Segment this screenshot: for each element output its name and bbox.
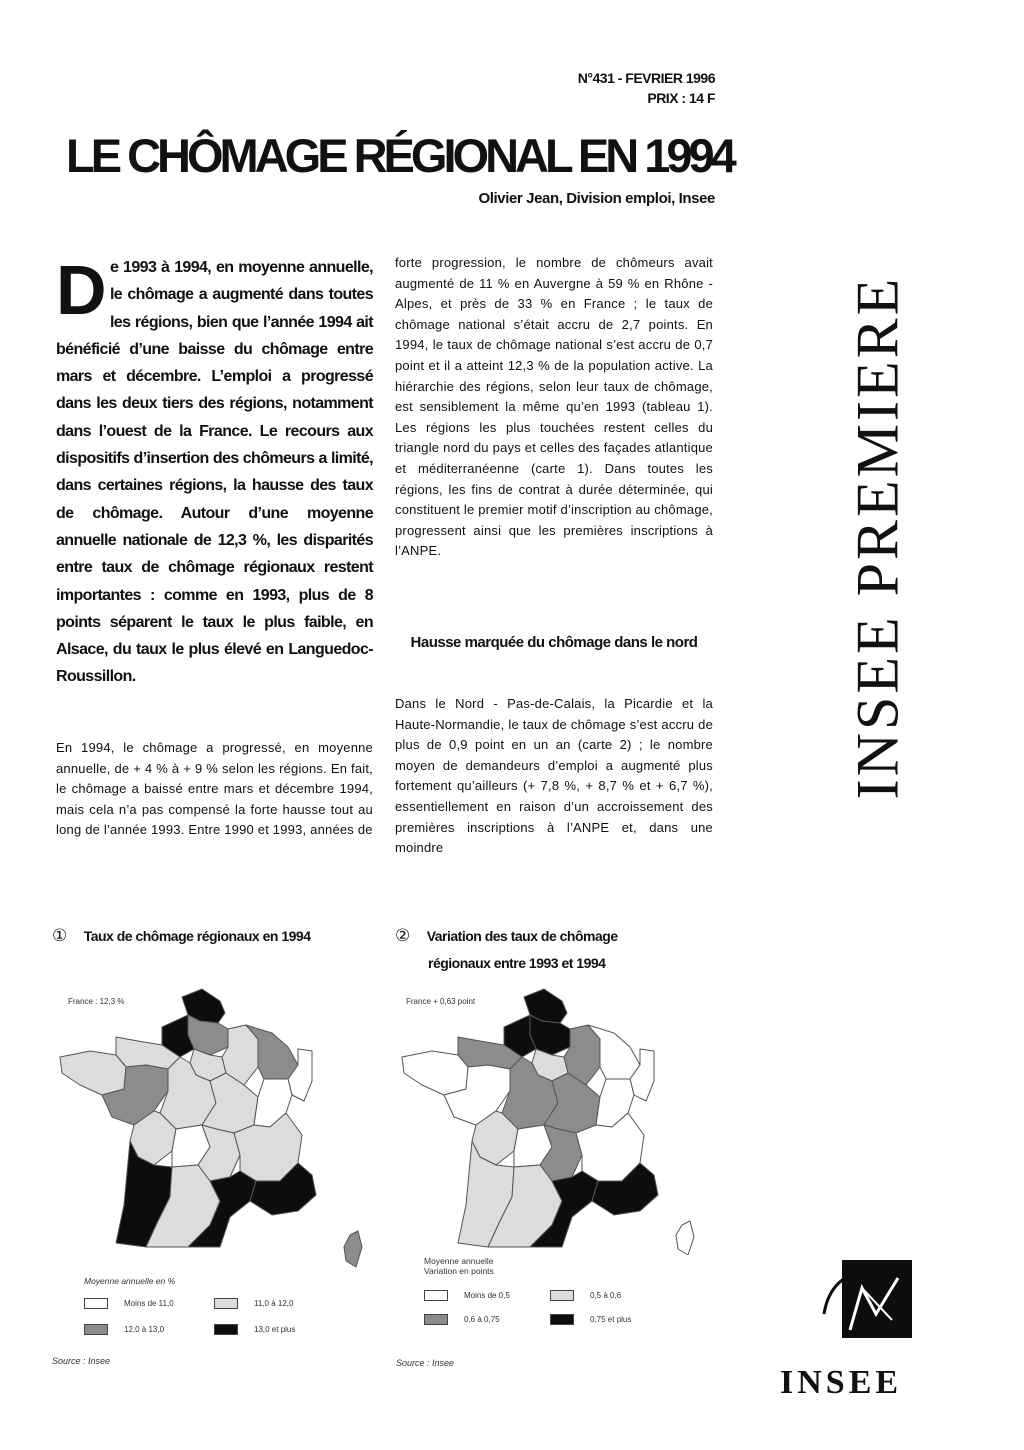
map2-number: ② — [395, 926, 411, 945]
drop-cap: D — [56, 251, 106, 329]
issue-number: N°431 - FEVRIER 1996 — [577, 70, 715, 86]
map1-legend-swatch-4 — [214, 1324, 238, 1335]
map1-legend-swatch-3 — [84, 1324, 108, 1335]
map2-national: France + 0,63 point — [406, 997, 476, 1006]
map1-region-corse — [344, 1231, 362, 1267]
map2-legend-swatch-1 — [424, 1290, 448, 1301]
map2-legend-label-4: 0,75 et plus — [590, 1315, 632, 1324]
insee-logo-icon — [822, 1258, 914, 1354]
author-line: Olivier Jean, Division emploi, Insee — [478, 190, 715, 207]
map1-legend-label-2: 11,0 à 12,0 — [254, 1299, 294, 1308]
map2-title-1: Variation des taux de chômage — [426, 928, 618, 944]
map2-header — [395, 923, 618, 949]
series-name: INSEE PREMIERE — [844, 275, 911, 800]
map1-legend-swatch-1 — [84, 1298, 108, 1309]
map2-legend-swatch-3 — [424, 1314, 448, 1325]
lead-paragraph — [56, 251, 373, 691]
map2-legend-label-2: 0,5 à 0,6 — [590, 1291, 622, 1300]
map2-legend-title — [424, 1256, 494, 1276]
map1-title: Taux de chômage régionaux en 1994 — [83, 928, 311, 944]
map2-legend — [424, 1288, 684, 1332]
series-banner — [842, 180, 914, 895]
insee-logo-text: INSEE — [780, 1364, 903, 1401]
map2-legend-title-2: Variation en points — [424, 1266, 494, 1276]
map1-legend-label-3: 12,0 à 13,0 — [124, 1325, 165, 1334]
section-subhead: Hausse marquée du chômage dans le nord — [410, 634, 698, 651]
column2-paragraph-1: forte progression, le nombre de chômeurs avait augmenté de 11 % en Auvergne à 59 % en Rhône - Alpes, et près de 33 % en France ; le taux de chômage national s’était accru de 2,7 points. En 1994, le taux de chômage national s’est accru de 0,7 point et il a atteint 12,3 % de la population active. La hiérarchie des régions, selon leur taux de chômage, est sensiblement la même qu’en 1993 (tableau 1). Les régions les plus touchées restent celles du triangle nord du pays et celles des façades atlantique et méditerranéenne (carte 1). Dans toutes les régions, les fins de contrat à durée déterminée, qui constituent le premier motif d’inscription au chômage, progressent ainsi que les premières inscriptions à l’ANPE. — [395, 255, 713, 559]
map1-region-bretagne — [60, 1051, 126, 1095]
map2-source: Source : Insee — [396, 1358, 455, 1368]
map1-header — [52, 923, 310, 949]
map1-national: France : 12,3 % — [68, 997, 125, 1006]
map1-legend-title: Moyenne annuelle en % — [84, 1276, 176, 1286]
map2-title-2: régionaux entre 1993 et 1994 — [428, 955, 606, 971]
map2-legend-swatch-2 — [550, 1290, 574, 1301]
map1-legend-label-1: Moins de 11,0 — [124, 1299, 174, 1308]
map1-legend-label-4: 13,0 et plus — [254, 1325, 296, 1334]
map2-legend-title-1: Moyenne annuelle — [424, 1256, 494, 1266]
price: PRIX : 14 F — [647, 90, 715, 106]
map1-legend — [84, 1296, 344, 1340]
map2-region-bretagne — [402, 1051, 468, 1095]
map2-legend-swatch-4 — [550, 1314, 574, 1325]
lead-text: e 1993 à 1994, en moyenne annuelle, le chômage a augmenté dans toutes les régions, bien que l’année 1994 ait bénéficié d’une baisse du chômage entre mars et décembre. L’emploi a progressé dans les deux tiers des régions, notamment dans l’ouest de la France. Le recours aux dispositifs d’insertion des chômeurs a limité, dans certaines régions, la hausse des taux de chômage. Autour d’une moyenne annuelle nationale de 12,3 %, les disparités entre taux de chômage régionaux restent importantes : comme en 1993, plus de 8 points séparent le taux le plus faible, en Alsace, du taux le plus élevé en Languedoc-Roussillon. — [56, 259, 373, 686]
map2-legend-label-3: 0,6 à 0,75 — [464, 1315, 500, 1324]
body-paragraph-1: En 1994, le chômage a progressé, en moyenne annuelle, de + 4 % à + 9 % selon les régions. En fait, le chômage a baissé entre mars et décembre 1994, mais cela n’a pas compensé la forte hausse tout au long de l’année 1993. Entre 1990 et 1993, années de — [56, 740, 373, 837]
issue-block — [578, 68, 715, 108]
map2-region-corse — [676, 1221, 694, 1255]
map1-legend-swatch-2 — [214, 1298, 238, 1309]
column2-paragraph-2: Dans le Nord - Pas-de-Calais, la Picardie et la Haute-Normandie, le taux de chômage s’est accru de plus de 0,9 point en un an (carte 2) ; le nombre moyen de demandeurs d’emploi a augmenté plus fortement qu’ailleurs (+ 7,8 %, + 8,7 % et + 6,7 %), essentiellement en raison d’un accroissement des premières inscriptions à l’ANPE et, dans une moindre — [395, 696, 713, 856]
map1-source: Source : Insee — [52, 1356, 111, 1366]
map2-legend-label-1: Moins de 0,5 — [464, 1291, 510, 1300]
page-title: LE CHÔMAGE RÉGIONAL EN 1994 — [66, 129, 733, 182]
map1-number: ① — [52, 926, 68, 945]
map2 — [392, 985, 722, 1255]
map1 — [50, 985, 380, 1270]
